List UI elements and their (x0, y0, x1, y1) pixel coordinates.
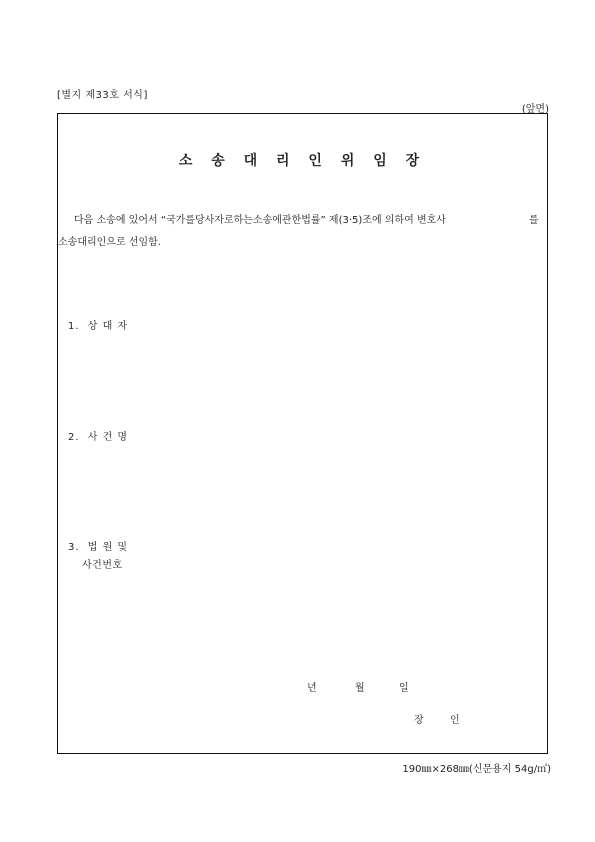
form-frame (57, 113, 548, 754)
side-label: (앞면) (521, 104, 549, 115)
document-title: 소 송 대 리 인 위 임 장 (178, 153, 427, 169)
item-number: 1. (68, 321, 80, 332)
item-case-name (68, 428, 128, 443)
paper-spec: 190㎜×268㎜(신문용지 54g/㎡) (402, 764, 551, 775)
item-label: 상 대 자 (87, 321, 129, 332)
date-day: 일 (399, 683, 409, 694)
form-number: [별지 제33호 서식] (57, 90, 148, 101)
date-year: 년 (307, 683, 317, 694)
delegation-statement (58, 210, 547, 254)
item-sublabel: 사건번호 (82, 560, 123, 571)
statement-line-1-tail: 를 (529, 215, 539, 226)
item-opponent (68, 317, 128, 332)
item-label: 사 건 명 (87, 432, 129, 443)
item-label: 법 원 및 (87, 542, 129, 553)
item-number: 3. (68, 542, 80, 553)
item-number: 2. (68, 432, 80, 443)
seal-in: 인 (450, 715, 460, 726)
item-court-case-number (68, 538, 128, 571)
statement-line-1-main: 다음 소송에 있어서 “국가를당사자로하는소송에관한법률” 제(3·5)조에 의하여 변호사 (74, 215, 446, 226)
statement-line-2: 소송대리인으로 선임함. (58, 237, 161, 248)
date-month: 월 (355, 683, 365, 694)
seal-jang: 장 (414, 715, 424, 726)
statement-line-1 (58, 210, 547, 232)
